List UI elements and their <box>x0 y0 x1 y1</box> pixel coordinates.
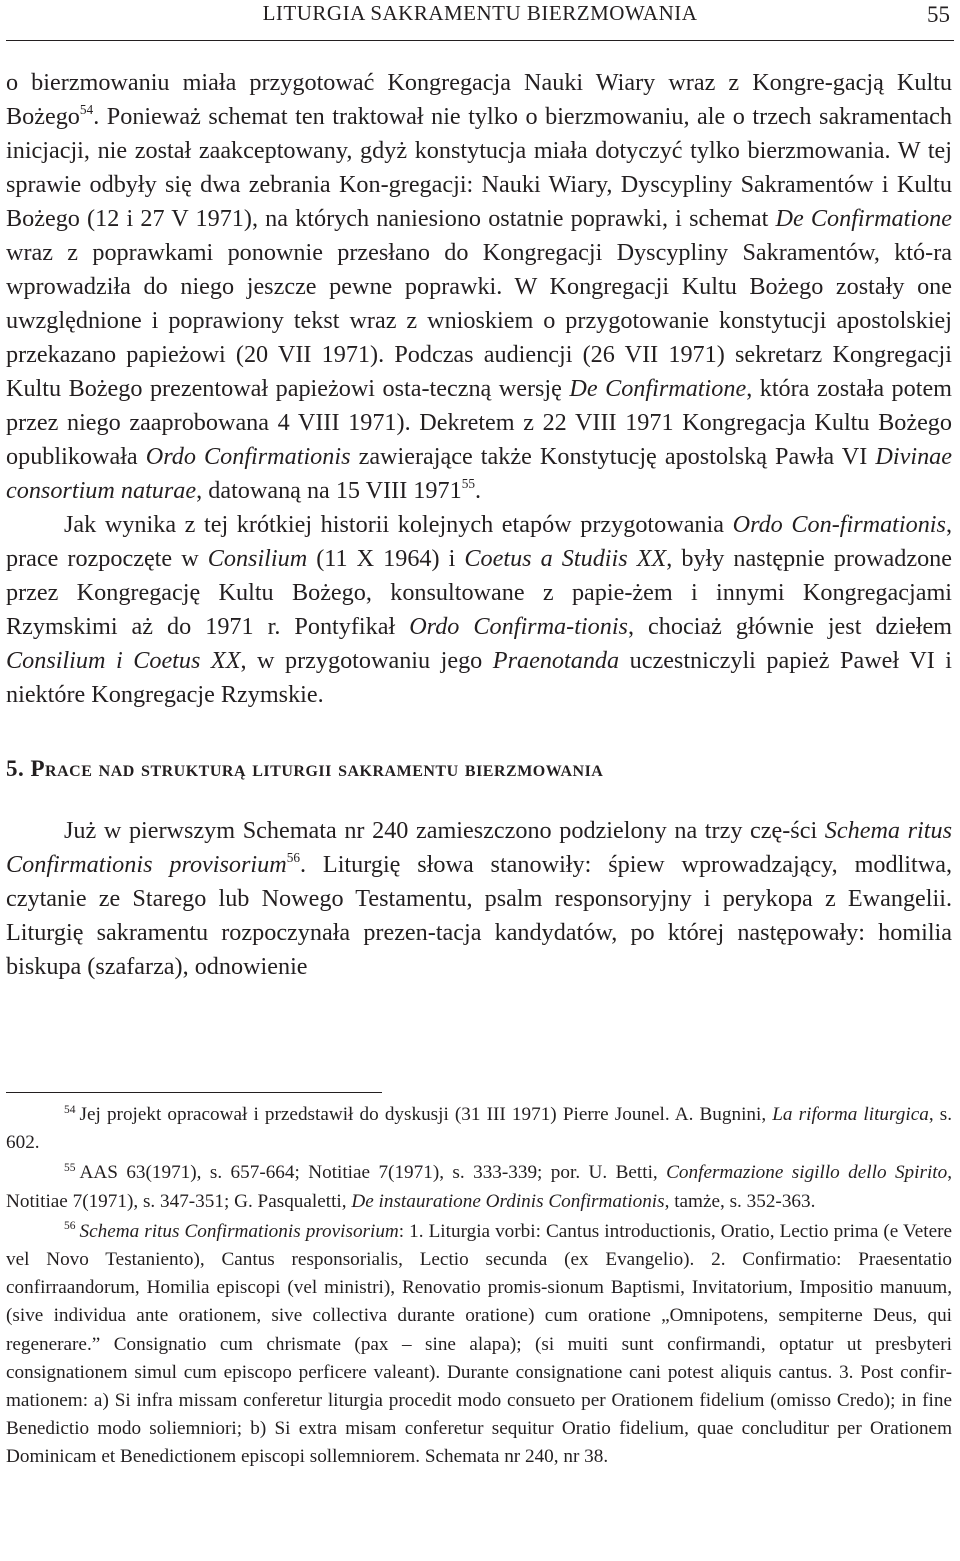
italic-title: Ordo Confirma-tionis <box>409 613 628 640</box>
italic-title: Schema ritus Confirmationis provisorium <box>6 817 952 878</box>
text-run: , chociaż głównie jest dziełem <box>627 613 952 640</box>
text-run: , s. 602. <box>6 1104 953 1154</box>
text-run: uczestniczyli papież Paweł VI i niektóre Kongregacje Rzymskie. <box>6 647 952 708</box>
footnote-mark: 54 <box>64 1103 76 1116</box>
footnote-ref-56[interactable]: 56 <box>286 850 301 866</box>
italic-title: Divinae consortium naturae <box>6 443 952 504</box>
italic-title: Coetus a Studiis XX <box>464 545 667 572</box>
text-run: . <box>474 477 482 504</box>
text-run: Jej projekt opracował i przedstawił do dyskusji (31 III 1971) Pierre Jounel. A. Bugnini, <box>79 1104 773 1125</box>
italic-title: Consilium i Coetus XX <box>6 647 241 674</box>
paragraph-3 <box>6 814 952 984</box>
italic-title: De instauratione Ordinis Confirmationis <box>351 1190 665 1212</box>
italic-title: Ordo Confirmationis <box>145 443 351 470</box>
text-run: (11 X 1964) i <box>307 545 465 572</box>
footnote-55 <box>6 1159 952 1215</box>
text-run: , w przygotowaniu jego <box>240 647 493 674</box>
italic-title: Confermazione sigillo dello Spirito <box>666 1162 948 1184</box>
running-title: LITURGIA SAKRAMENTU BIERZMOWANIA <box>262 1 698 25</box>
italic-title: Praenotanda <box>492 647 620 674</box>
text-run: , Notitiae 7(1971), s. 347-351; G. Pasqualetti, <box>6 1162 953 1212</box>
footnote-mark: 56 <box>64 1220 76 1233</box>
text-run: Jak wynika z tej krótkiej historii kolejnych etapów przygotowania <box>64 511 733 538</box>
italic-title: Consilium <box>207 545 308 572</box>
text-run: , prace rozpoczęte w <box>6 511 952 572</box>
text-run: , która została potem przez niego zaaprobowana 4 VIII 1971). Dekretem z 22 VIII 1971 Kongregacja Kultu Bożego opublikowała <box>6 375 953 470</box>
footnote-mark: 55 <box>64 1161 76 1174</box>
italic-title: Ordo Con-firmationis <box>732 511 946 538</box>
page-header <box>6 0 954 41</box>
section-heading: 5. Prace nad strukturą liturgii sakramentu bierzmowania <box>6 756 604 781</box>
text-run: , datowaną na 15 VIII 1971 <box>196 477 462 504</box>
paragraph-1 <box>6 66 952 508</box>
footnote-ref-54[interactable]: 54 <box>79 102 94 118</box>
main-text <box>6 66 952 984</box>
footnotes <box>6 1101 952 1474</box>
italic-title: De Confirmatione <box>569 375 747 402</box>
italic-title: Schema ritus Confirmationis provisorium <box>79 1220 399 1242</box>
footnote-ref-55[interactable]: 55 <box>461 476 475 492</box>
italic-title: De Confirmatione <box>775 205 952 232</box>
text-run: . Ponieważ schemat ten traktował nie tylko o bierzmowaniu, ale o trzech sakramentach inicjacji, nie został zaakceptowany, gdyż konstytucja miała dotyczyć tylko bierzmowania. W tej sprawie odbyły się dwa zebrania Kon-gregacji: Nauki Wiary, Dyscypliny Sakramentów i Kultu Bożego (12 i 27 V 1971), na których naniesiono ostatnie poprawki, i schemat <box>6 103 952 232</box>
text-run: Już w pierwszym Schemata nr 240 zamieszczono podzielony na trzy czę-ści <box>64 817 825 844</box>
paragraph-2 <box>6 508 952 712</box>
text-run: : 1. Liturgia vorbi: Cantus introductionis, Oratio, Lectio prima (e Vetere vel Novo Testaniento), Cantus responsorialis, Lectio secunda (ex Evangelio). 2. Confirmatio: Praesentatio confirraandorum, Homilia episcopi (vel ministri), Renovatio promis-sionum Baptismi, Invitatorium, Impositio manuum, (sive individua ante orationem, sive collectiva durante oratione) cum oratione „Omnipotens, sempiterne Deus, qui regenerare.” Consignatio cum chrismate (pax – sine alapa); (si muiti sunt confirmandi, optatur ut presbyteri consignationem simul cum episcopo perficere valeant). Durante consignatione cani potest aliquis cantus. 3. Post confir-mationem: a) Si infra missam conferetur liturgia procedit modo consueto per Orationem fidelium (omisso Credo); in fine Benedictio modo soliemniori; b) Si extra misam conferetur sequitur Oratio fidelium, quae concluditur per Orationem Dominicam et Benedictionem episcopi sollemniorem. Schemata nr 240, nr 38. <box>6 1220 952 1468</box>
text-run: o bierzmowaniu miała przygotować Kongregacja Nauki Wiary wraz z Kongre-gacją Kultu Bożego <box>6 69 952 130</box>
footnote-56 <box>6 1218 952 1472</box>
footnote-54 <box>6 1101 952 1157</box>
page-number: 55 <box>927 2 950 27</box>
text-run: zawierające także Konstytucję apostolską Pawła VI <box>350 443 876 470</box>
text-run: . Liturgię słowa stanowiły: śpiew wprowadzający, modlitwa, czytanie ze Starego lub Nowego Testamentu, psalm responsoryjny i perykopa z Ewangelii. Liturgię sakramentu rozpoczynała prezen-tacja kandydatów, po której następowały: homilia biskupa (szafarza), odnowienie <box>6 851 952 980</box>
footnote-separator <box>6 1092 382 1093</box>
text-run: , tamże, s. 352-363. <box>664 1190 816 1212</box>
italic-title: La riforma liturgica <box>772 1104 929 1125</box>
text-run: wraz z poprawkami ponownie przesłano do Kongregacji Dyscypliny Sakramentów, któ-ra wprowadziła do niego jeszcze pewne poprawki. W Kongregacji Kultu Bożego zostały one uwzględnione i poprawiony tekst wraz z wnioskiem o przygotowanie konstytucji apostolskiej przekazano papieżowi (20 VII 1971). Podczas audiencji (26 VII 1971) sekretarz Kongregacji Kultu Bożego prezentował papieżowi osta-teczną wersję <box>6 239 952 402</box>
text-run: AAS 63(1971), s. 657-664; Notitiae 7(1971), s. 333-339; por. U. Betti, <box>79 1162 667 1184</box>
text-run: , były następnie prowadzone przez Kongregację Kultu Bożego, konsultowane z papie-żem i innymi Kongregacjami Rzymskimi aż do 1971 r. Pontyfikał <box>6 545 952 640</box>
